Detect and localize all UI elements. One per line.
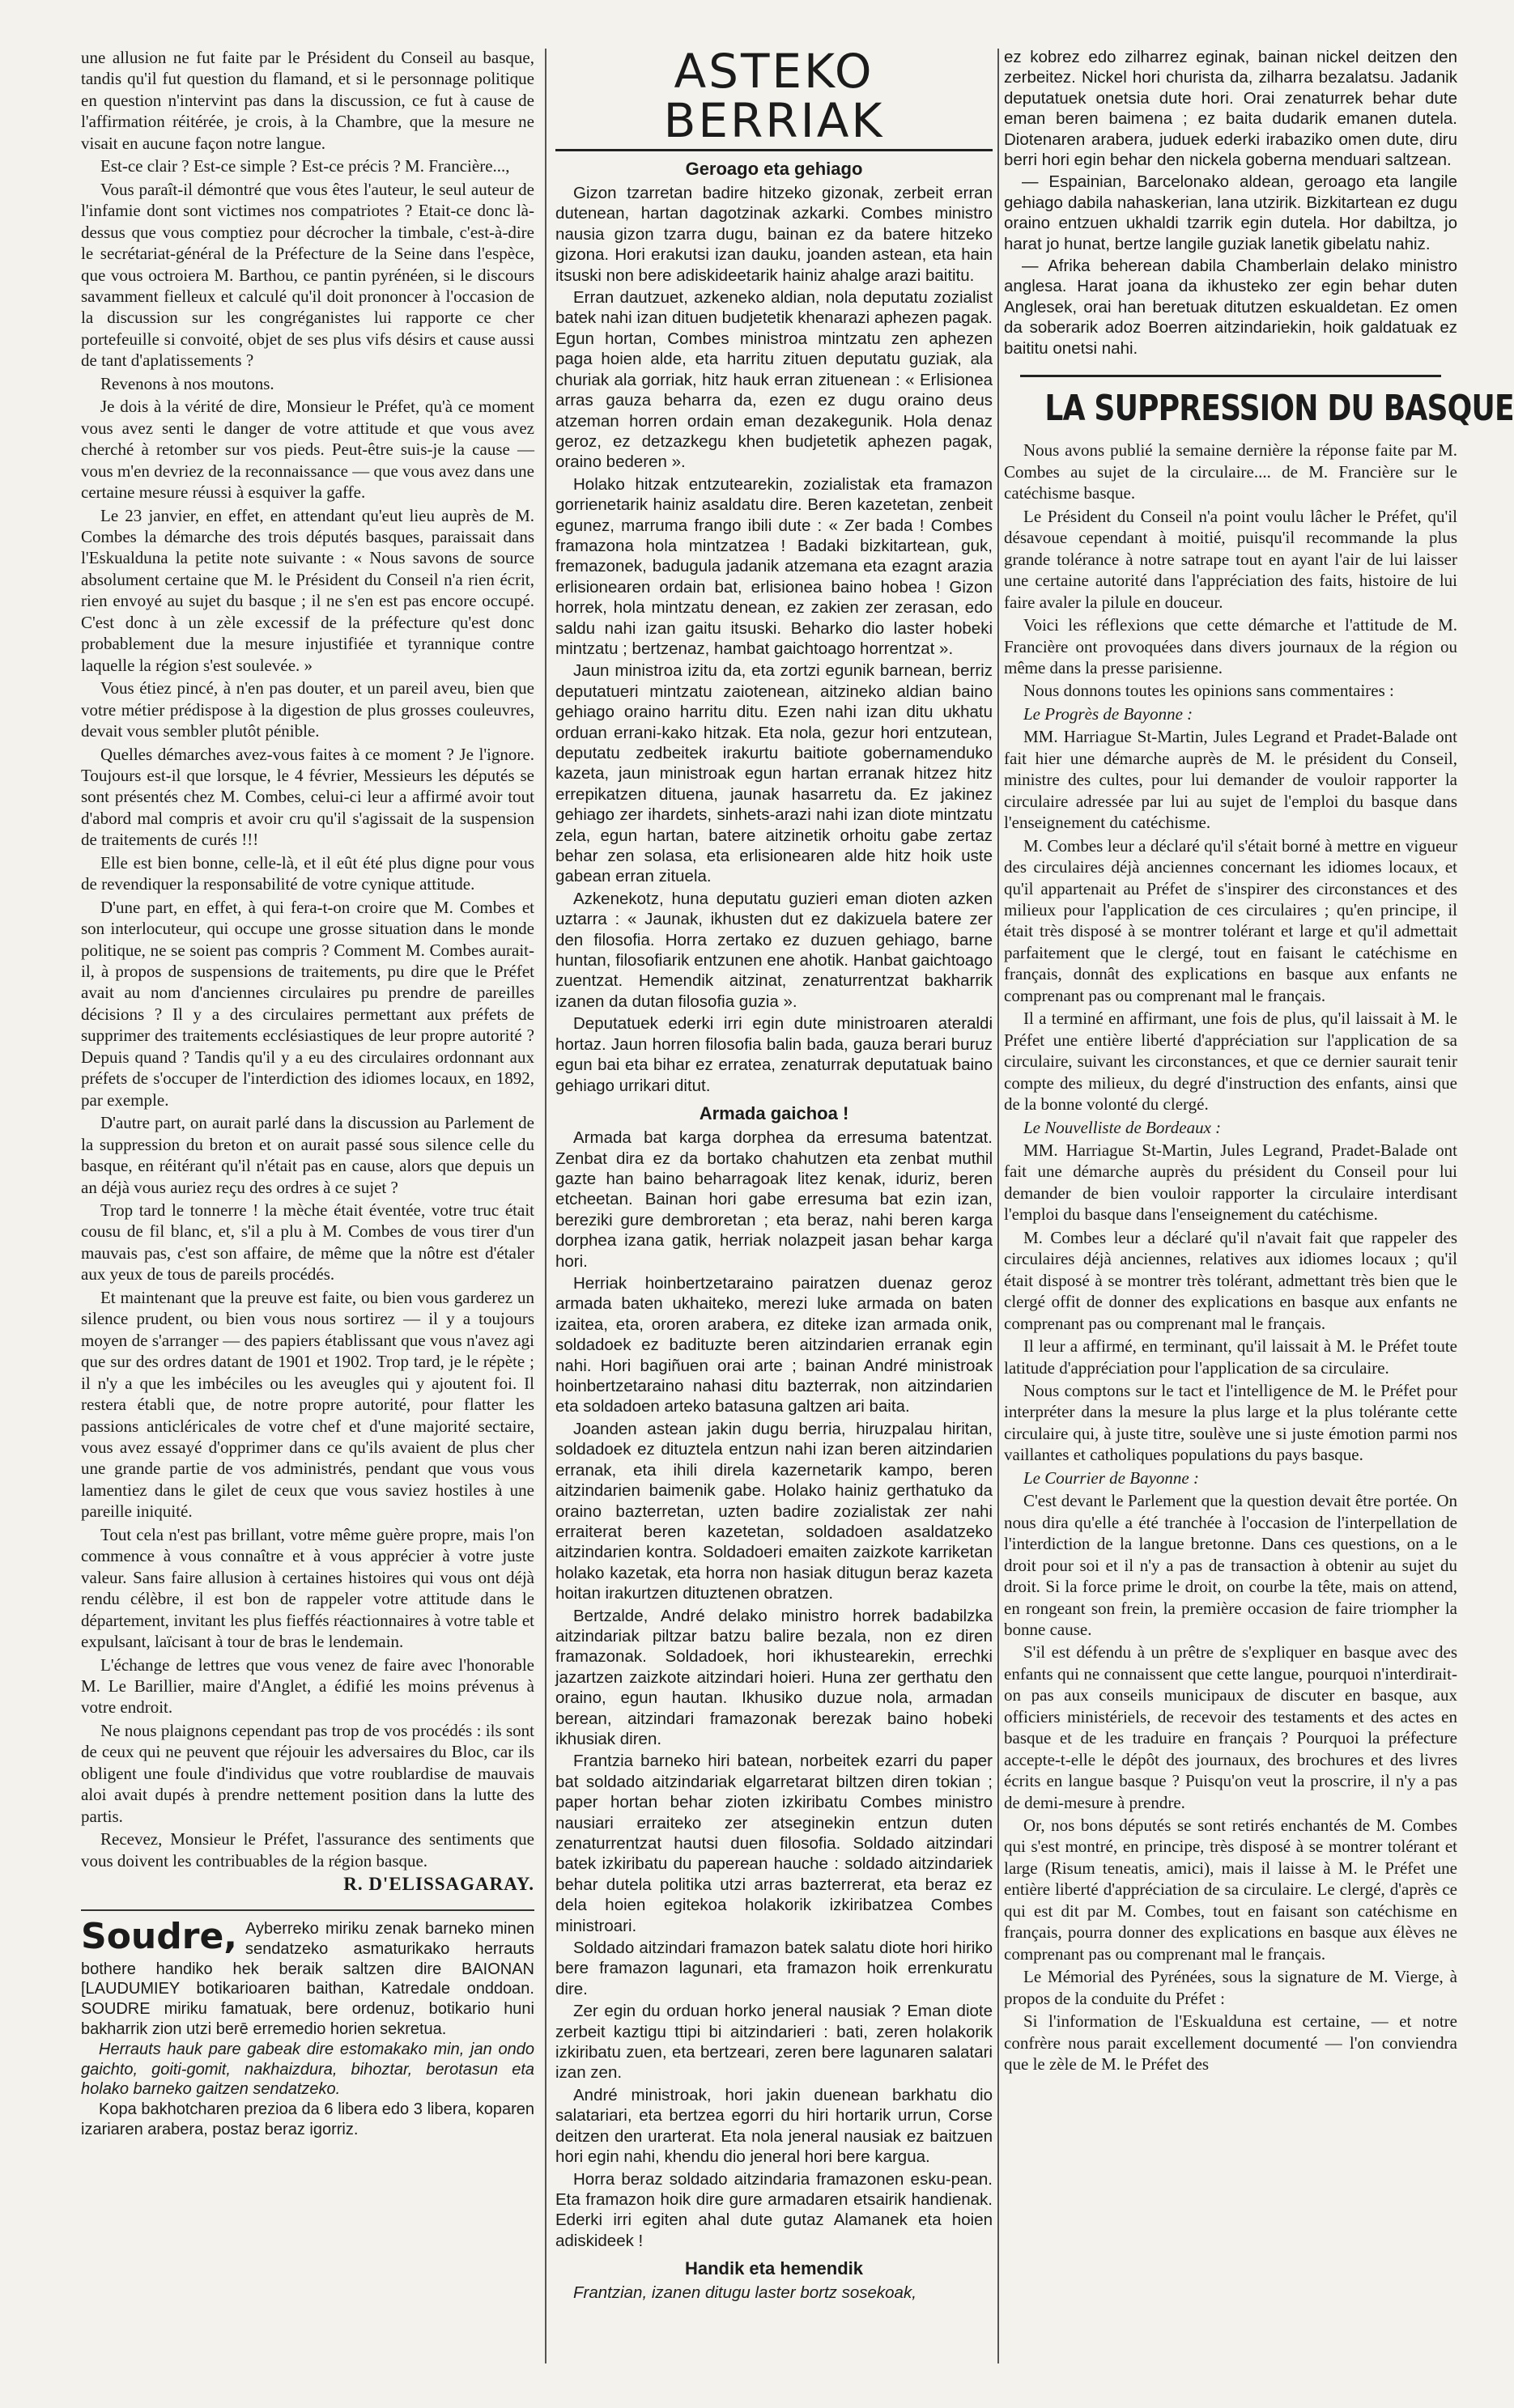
source-label: Le Nouvelliste de Bordeaux : <box>1023 1117 1222 1137</box>
article-paragraph: Ne nous plaignons cependant pas trop de vos procédés : ils sont de ceux qui ne peuvent que réjouir les adversaires du Bloc, car ils obligent une foule d'individus que votre roublardise de mauvais aloi avait dupés à prendre nettement position dans la lutte des partis. <box>81 1720 534 1826</box>
article-paragraph: Azkenekotz, huna deputatu guzieri eman dioten azken uztarra : « Jaunak, ikhusten dut ez dakizuela batere zer den filosofia. Horra zertako ez duzuen gehiago, barne huntan, filosofiarik entzunen ene ahotik. Hanbat gaichtoago zuentzat. Hemendik aitzinat, zenaturrentzat bakharrik izanen da dutan filosofia guzia ». <box>555 889 993 1011</box>
article-paragraph: Soldado aitzindari framazon batek salatu diote hori hiriko bere framazon lagunari, eta framazon hoik errenkuratu dire. <box>555 1939 993 1998</box>
source-label: Le Progrès de Bayonne : <box>1023 703 1193 724</box>
masthead-title: ASTEKO BERRIAK <box>663 44 885 148</box>
article-paragraph: Nous donnons toutes les opinions sans commentaires : <box>1023 681 1394 701</box>
section-separator <box>1020 373 1441 378</box>
article-paragraph: Joanden astean jakin dugu berria, hiruzpalau hiritan, soldadoek ez dituztela entzun nahi izan beren aitzindarien erranak, eta ihili direla kazernetarik kampo, beren aitzindarien baimenik gabe. Holako hainiz gerthatuko da oraino bazterretan, uzten badire zozialistak zer nahi erraiterat beren kazetetan, soldadoen asaldatzeko aitzindarien kontra. Soldadoeri emaiten zaizkote karriketan holako kazetak, eta horra non hasiak ditugun beraz kazeta hoitan irakurtzen dituztenen obratzen. <box>555 1419 993 1603</box>
article-paragraph: Erran dautzuet, azkeneko aldian, nola deputatu zozialist batek nahi izan dituen budjetetik khenarazi aphezen pagak. Egun hortan, Combes ministroa mintzatu zen aphezen paga hoien alde, eta harritu zituen deputatu guziak, ala churiak ala gorriak, hitz hauk erran zituenean : « Erlisionea arras gauza beharra da, ezen ez dugu oraino deus atzeman horren ordain eman dezakegunik. Hola denaz geroz, ez detzazkegu khen budjetetik aphezen pagak, oraino bederen ». <box>555 288 993 472</box>
article-paragraph: Je dois à la vérité de dire, Monsieur le Préfet, qu'à ce moment vous avez senti le danger de votre attitude et que vous avez cherché à retomber sur vos pieds. Peut-être suis-je la cause — vous m'en devriez de la reconnaissance — que vous avez dans une certaine mesure réussi à esquiver la gaffe. <box>81 397 534 503</box>
source-label: Le Courrier de Bayonne : <box>1023 1467 1199 1488</box>
article-paragraph: L'échange de lettres que vous venez de faire avec l'honorable M. Le Barillier, maire d'Anglet, a édifié les moins prévenus à votre endroit. <box>81 1654 534 1718</box>
quoted-paragraph: Nous comptons sur le tact et l'intelligence de M. le Préfet pour interpréter dans la mesure la plus large et la plus tolérante cette circulaire qui, à juste titre, soulève une si juste émotion parmi nos vaillantes et catholiques populations du pays basque. <box>1004 1380 1457 1465</box>
article-paragraph: Trop tard le tonnerre ! la mèche était éventée, votre truc était cousu de fil blanc, et, s'il a plu à M. Combes de vous tirer d'un mauvais pas, c'est son affaire, de même que la nôtre est d'étaler aux yeux de tous de pareils procédés. <box>81 1200 534 1285</box>
article-paragraph: Et maintenant que la preuve est faite, ou bien vous garderez un silence prudent, ou bien vous nous sortirez — il y a toujours moyen de s'arranger — des papiers établissant que vous n'avez agi que sur des ordres datant de 1901 et 1902. Trop tard, je le répète ; il n'y a que les imbéciles ou les aveugles qui y ajoutent foi. Il restera établi que, de notre propre autorité, pour flatter les passions anticléricales de votre chef et d'une majorité sectaire, vous avez essayé d'opprimer dans ce qu'ils avaient de plus cher une grande partie de vos administrés, pendant que vous vous lamentiez dans le gilet de ceux que vous saviez hostiles à une pareille iniquité. <box>81 1287 534 1522</box>
column-middle <box>555 44 993 2378</box>
article-paragraph: Elle est bien bonne, celle-là, et il eût été plus digne pour vous de revendiquer la responsabilité de votre cynique attitude. <box>81 852 534 894</box>
article-paragraph: Quelles démarches avez-vous faites à ce moment ? Je l'ignore. Toujours est-il que lorsque, le 4 février, Messieurs les députés se sont présentés chez M. Combes, celui-ci leur a affirmé avoir tout d'abord mal compris et avoir cru qu'il s'agissait de la suspension de traitements de curés !!! <box>81 744 534 850</box>
quoted-paragraph: Or, nos bons députés se sont retirés enchantés de M. Combes qui s'est montré, en principe, très disposé à se montrer tolérant et large (Risum teneatis, amici), mais il laisse à M. le Préfet une entière liberté d'appréciation de sa circulaire. Le clergé, d'après ce qui est dit par M. Combes, tout en faisant son catéchisme en français, pourra donner des explications en basque aux élèves ne comprenant pas ou comprenant mal le français. <box>1004 1816 1457 1964</box>
ad-text: Ayberreko miriku zenak barneko minen sendatzeko asmaturikako herrauts bothere handiko hek beraik saltzen dire BAIONAN [LAUDUMIEY botikarioaren baithan, Katredale onddoan. SOUDRE miriku famatuak, bere ordenuz, botikario huni bakharrik zion utzi berē erremedio horien sekretua. <box>81 1920 534 2039</box>
article-paragraph: André ministroak, hori jakin duenean barkhatu dio salatariari, eta bertzea egorri du hiri hortarik urrun, Corse deitzen den urarterat. Eta nola jeneral nausiak ez baitzuen hori egin nahi, khendu dio jeneral hori bere kargua. <box>555 2085 993 2167</box>
column-rule <box>997 49 999 2363</box>
article-paragraph: — Espainian, Barcelonako aldean, geroago eta langile gehiago dabila nahaskerian, lana utzirik. Bizkitartean ez dugu oraino entzuen ukhaldi tzarrik egin dutela. Hor dabiltza, jo harat jo hunat, bertze langile guziak lanetik gibelatu nahiz. <box>1004 172 1457 253</box>
column-left <box>81 47 534 2378</box>
masthead-rule <box>555 149 993 151</box>
quoted-paragraph: Il a terminé en affirmant, une fois de plus, qu'il laissait à M. le Préfet une entière liberté d'appréciation sur l'application de sa circulaire, suivant les circonstances, et que ce dernier saurait tenir compte des milieux, du degré d'instruction des enfants, ainsi que de la bonne volonté du clergé. <box>1004 1009 1457 1115</box>
article-paragraph: Frantzian, izanen ditugu laster bortz sosekoak, <box>573 2283 916 2303</box>
ad-title: Soudre, <box>81 1916 237 1958</box>
section-heading: Armada gaichoa ! <box>699 1102 849 1123</box>
column-rule <box>545 49 546 2363</box>
article-paragraph: ez kobrez edo zilharrez eginak, bainan nickel deitzen den zerbeitez. Nickel hori churista da, zilharra bezalatsu. Jadanik deputatuek onetsia dute hori. Orai zenaturrek behar dute eman beren baimena ; ez baita dudarik emanen dutela. Diotenaren arabera, juduek ederki irabaziko omen dute, diru berri hori egin behar den nickela goberna menduari saltzean. <box>1004 48 1457 170</box>
article-paragraph: — Afrika beherean dabila Chamberlain delako ministro anglesa. Harat joana da ikhusteko zer egin behar duten Anglesek, orai han beretuak ditutzen eskualdetan. Ez omen da soberarik adoz Boerren aitzindariekin, hoik galdatuak ez baititu onetsi nahi. <box>1004 257 1457 358</box>
article-paragraph: Est-ce clair ? Est-ce simple ? Est-ce précis ? M. Francière..., <box>100 156 510 176</box>
article-paragraph: Jaun ministroa izitu da, eta zortzi egunik barnean, berriz deputatueri mintzatu zaiotenean, aitzineko aldian baino gehiago oraino harritu ditu. Ezen nahi izan ditu ukhatu orduan errani-kako hitzak. Eta nola, gezur hori entzutean, deputatu zedbeitek irakurtu baitiote gobernamenduko kazeta, jaun ministroak egun hartan erranak hitzez hitz errepikatzen dituena, jaunak hasarretu da. Ez jakinez gehiago zer ihardets, sinhets-arazi nahi izan diote mintzatu zela, egun hartan, batere aitzinetik orhoitu gabe zertaz behar zen solasa, eta erlisionearen alde hitz hoik uste gabean erran zituela. <box>555 661 993 886</box>
article-paragraph: Tout cela n'est pas brillant, votre même guère propre, mais l'on commence à vous connaître et à vous apprécier à votre juste valeur. Sans faire allusion à certaines histoires qui vous ont déjà rendu célèbre, il est bon de rappeler votre attitude dans le département, invitant les plus fieffés réactionnaires à votre table et expulsant, laïcisant à tour de bras le lendemain. <box>81 1524 534 1652</box>
ad-text: Herrauts hauk pare gabeak dire estomakako min, jan ondo gaichto, goiti-gomit, nakhaizdura, bihoztar, berotasun eta holako barneko gaitzen sendatzeko. <box>81 2040 534 2099</box>
article-signature: R. D'ELISSAGARAY. <box>343 1874 534 1895</box>
article-paragraph: Vous paraît-il démontré que vous êtes l'auteur, le seul auteur de l'infamie dont sont victimes nos compatriotes ? Etait-ce donc là-dessus que vous comptiez pour décrocher la timbale, c'est-à-dire le secrétariat-général de la Préfecture de la Seine dans l'espèce, que vous octroiera M. Barthou, ce pantin pyrénéen, si le discours savamment fielleux et calculé qu'il doit prononcer à l'occasion de la discussion sur les congréganistes lui rapporte ce cher portefeuille si convoité, objet de ses plus vifs désirs et cause aussi de tant d'aplatissements ? <box>81 179 534 371</box>
quoted-paragraph: M. Combes leur a déclaré qu'il n'avait fait que rappeler des circulaires déjà anciennes, relatives aux idiomes locaux ; qu'il était disposé à se montrer très tolérant, admettant très bien que le clergé offit de donner des explications en basque aux enfants ne comprenant pas ou comprenant mal le français. <box>1004 1227 1457 1333</box>
article-paragraph: une allusion ne fut faite par le Président du Conseil au basque, tandis qu'il fut question du flamand, et si le personnage politique en question n'intervint pas dans la discussion, ce fut à cause de l'affirmation réitérée, je crois, à la Chambre, que la mesure ne visait en aucune façon notre langue. <box>81 48 534 153</box>
quoted-paragraph: MM. Harriague St-Martin, Jules Legrand et Pradet-Balade ont fait hier une démarche auprès de M. le président du Conseil, ministre des cultes, pour lui demander de vouloir rapporter la circulaire adressée par lui au sujet de l'emploi du basque dans l'enseignement du catéchisme. <box>1004 727 1457 833</box>
article-paragraph: Gizon tzarretan badire hitzeko gizonak, zerbeit erran dutenean, hartan dagotzinak azkarki. Combes ministro nausia gizon tzarra dugu, bainan ez da batere hitzeko gizona. Hori erakutsi izan dauku, joanden astean, eta hain itsuski non bere adiskideetarik hainiz ahalge arazi baititu. <box>555 184 993 285</box>
quoted-paragraph: M. Combes leur a déclaré qu'il s'était borné à mettre en vigueur des circulaires déjà anciennes concernant les idiomes locaux, et qu'il appartenait au Préfet de s'inspirer des circonstances et des milieux pour l'application de ces circulaires ; qu'en principe, il était très disposé à se montrer tolérant et large et qu'il admettait parfaitement que le clergé, tout en faisant le catéchisme en français, donnât des explications en basque aux enfants ne comprenant pas ou comprenant mal le français. <box>1004 835 1457 1005</box>
article-paragraph: Zer egin du orduan horko jeneral nausiak ? Eman diote zerbeit kaztigu ttipi bi aitzindarieri : bati, zeren holakorik izkiribatu zuen, eta bertzeari, zeren bere lagunaren salatari izan zen. <box>555 2002 993 2083</box>
article-paragraph: Voici les réflexions que cette démarche et l'attitude de M. Francière ont provoquées dans divers journaux de la région ou même dans la presse parisienne. <box>1004 615 1457 678</box>
article-paragraph: Le Mémorial des Pyrénées, sous la signature de M. Vierge, à propos de la conduite du Préfet : <box>1004 1967 1457 2008</box>
article-paragraph: Holako hitzak entzutearekin, zozialistak eta framazon gorrienetarik hainiz asaldatu dire. Beren kazetetan, zenbeit egunez, marruma frango ibili dute : « Zer bada ! Combes framazona hola mintzatzea ! Badaki bizkitartean, guk, fremazonek, badugula jadanik atzemana eta ezagnt arazia erlisionearen ordain bat, erlisionea baino hobea ! Gizon horrek, hola mintzatu denean, ez zakien zer zerasan, edo saldu nahi izan gaitu itsuski. Beharko dio laster hobeki mintzatu ; bertzenaz, hambat gaichtoago horrentzat ». <box>555 474 993 658</box>
article-paragraph: D'une part, en effet, à qui fera-t-on croire que M. Combes et son interlocuteur, qui occupe une grosse situation dans le monde politique, ne se soient pas compris ? Comment M. Combes aurait-il, à propos de suspensions de traitements, pu dire que le Préfet avait au nom d'anciennes circulaires pu prendre de pareilles décisions ? Il y a des circulaires permettant aux préfets de supprimer des traitements ecclésiastiques de leur propre autorité ? Depuis quand ? Tandis qu'il y a eu des circulaires ordonnant aux préfets de s'occuper de l'interdiction des idiomes locaux, en 1892, par exemple. <box>81 897 534 1110</box>
article-paragraph: Deputatuek ederki irri egin dute ministroaren ateraldi hortaz. Jaun horren filosofia balin bada, gauza berari buruz egun bai eta bihar ez erratea, zenaturrak deputatuak baino gehiago urrikari ditut. <box>555 1014 993 1095</box>
article-paragraph: Nous avons publié la semaine dernière la réponse faite par M. Combes au sujet de la circulaire.... de M. Francière sur le catéchisme basque. <box>1004 440 1457 503</box>
article-paragraph: Horra beraz soldado aitzindaria framazonen esku-pean. Eta framazon hoik dire gure armadaren etsairik handienak. Ederki irri egiten ahal dute gutaz Alamanek eta hoien adiskideek ! <box>555 2169 993 2250</box>
quoted-paragraph: C'est devant le Parlement que la question devait être portée. On nous dira qu'elle a été tranchée à l'occasion de l'interpellation de l'interdiction de la langue bretonne. Dans ces questions, on a le droit pour soi et il n'y a pas de transaction à obtenir au sujet du droit. Si la force prime le droit, on courbe la tête, mais on attend, en rongeant son frein, la première occasion de faire triompher la bonne cause. <box>1004 1491 1457 1639</box>
quoted-paragraph: S'il est défendu à un prêtre de s'expliquer en basque avec des enfants qui ne connaissent que cette langue, pourquoi n'interdirait-on pas aux conseils municipaux de discuter en basque, aux officiers ministériels, de recevoir des testaments et des actes en basque et de les traduire en français ? Pourquoi la préfecture accepte-t-elle le dépôt des journaux, des brochures et des livres écrits en langue basque ? Puisqu'on veut la proscrire, il n'y a pas de demi-mesure à prendre. <box>1004 1642 1457 1812</box>
article-paragraph: Armada bat karga dorphea da erresuma batentzat. Zenbat dira ez da bortako chahutzen eta zenbat muthil gazte han baino beharragoak litez kenak, iduriz, beren etcheetan. Bainan hori gabe erresuma bat ezin izan, bereziki gure dembroretan ; eta beraz, nahi beren karga dorphea izana gatik, herriak nolazpeit jasan behar karga hori. <box>555 1128 993 1271</box>
article-paragraph: Recevez, Monsieur le Préfet, l'assurance des sentiments que vous doivent les contribuables de la région basque. <box>81 1829 534 1871</box>
quoted-paragraph: MM. Harriague St-Martin, Jules Legrand, Pradet-Balade ont fait une démarche auprès du président du Conseil pour lui demander de bien vouloir rapporter la circulaire interdisant l'emploi du basque dans l'enseignement du catéchisme. <box>1004 1140 1457 1225</box>
article-paragraph: Le 23 janvier, en effet, en attendant qu'eut lieu auprès de M. Combes la démarche des trois députés basques, paraissait dans l'Eskualduna la petite note suivante : « Nous savons de source absolument certaine que M. le Président du Conseil n'a rien écrit, rien envoyé au sujet du basque ; il ne s'en est pas encore occupé. C'est donc à un zèle excessif de la préfecture qu'est donc probablement due la mesure injustifiée et tyrannique contre laquelle la région s'est soulevée. » <box>81 505 534 675</box>
article-headline: LA SUPPRESSION DU BASQUE <box>1044 388 1514 430</box>
article-paragraph: Herriak hoinbertzetaraino pairatzen duenaz geroz armada baten ukhaiteko, merezi luke armada on baten izaitea, eta, ororen arabera, ez diteke izan armada onik, soldadoek ez badituzte beren aitzindarien erranak egin nahi. Hori bagiñuen orai arte ; bainan André ministroak hoinbertzetaraino nahasi ditu bazterrak, non aitzindarien eta soldadoen arteko batasuna galtzen ari baita. <box>555 1274 993 1416</box>
article-paragraph: Revenons à nos moutons. <box>100 373 274 393</box>
section-heading: Handik eta hemendik <box>684 2258 864 2279</box>
quoted-paragraph: Il leur a affirmé, en terminant, qu'il laissait à M. le Préfet toute latitude d'appréciation pour l'application de sa circulaire. <box>1004 1336 1457 1378</box>
article-paragraph: Bertzalde, André delako ministro horrek badabilzka aitzindariak piltzar batzu balire bezala, non ez diren framazonak. Soldadoek, hori ikhustearekin, errechki jazartzen zaizkote aitzindari hoieri. Huna zer gerthatu den oraino, egun hautan. Ikhusiko duzue nola, armadan berean, aitzindari framazonak berezak baino hobeki ikhusiak diren. <box>555 1606 993 1748</box>
article-paragraph: Si l'information de l'Eskualduna est certaine, — et notre confrère nous parait excellement documenté — l'on conviendra que le zèle de M. le Préfet des <box>1004 2011 1457 2075</box>
article-paragraph: Frantzia barneko hiri batean, norbeitek ezarri du paper bat soldado aitzindariak elgarretarat biltzen diren tokian ; paper hortan behar zioten izkiribatu Combes ministro nausiari erraiteko zer atseginekin entzun duten zenaturrentzat hautsi duen filosofia. Soldado aitzindari batek izkiribatu du paperean hauche : soldado aitzindariek behar dutela politika utzi arras bazterrerat, eta beraz ez dela hoien egitekoa holakorik izkiribatzea Combes ministroari. <box>555 1752 993 1935</box>
column-right <box>1004 47 1514 2378</box>
article-paragraph: Vous étiez pincé, à n'en pas douter, et un pareil aveu, bien que votre métier prédispose à la digestion de plus grosses couleuvres, devait vous sembler plutôt pénible. <box>81 678 534 741</box>
ad-price: Kopa bakhotcharen prezioa da 6 libera edo 3 libera, koparen izariaren arabera, postaz beraz igorriz. <box>81 2100 534 2138</box>
article-paragraph: Le Président du Conseil n'a point voulu lâcher le Préfet, qu'il désavoue cependant à moitié, puisqu'il recommande la plus grande tolérance à notre satrape tout en ayant l'air de lui laisser une certaine autorité dans l'appréciation des faits, histoire de lui faire avaler la pilule en douceur. <box>1004 506 1457 612</box>
article-paragraph: D'autre part, on aurait parlé dans la discussion au Parlement de la suppression du breton et on aurait passé sous silence celle du basque, en réitérant qu'il n'était pas en cause, alors que depuis un an déjà vous auriez reçu des ordres à ce sujet ? <box>81 1113 534 1197</box>
section-heading: Geroago eta gehiago <box>685 158 863 179</box>
advertisement-soudre <box>81 1909 534 2140</box>
